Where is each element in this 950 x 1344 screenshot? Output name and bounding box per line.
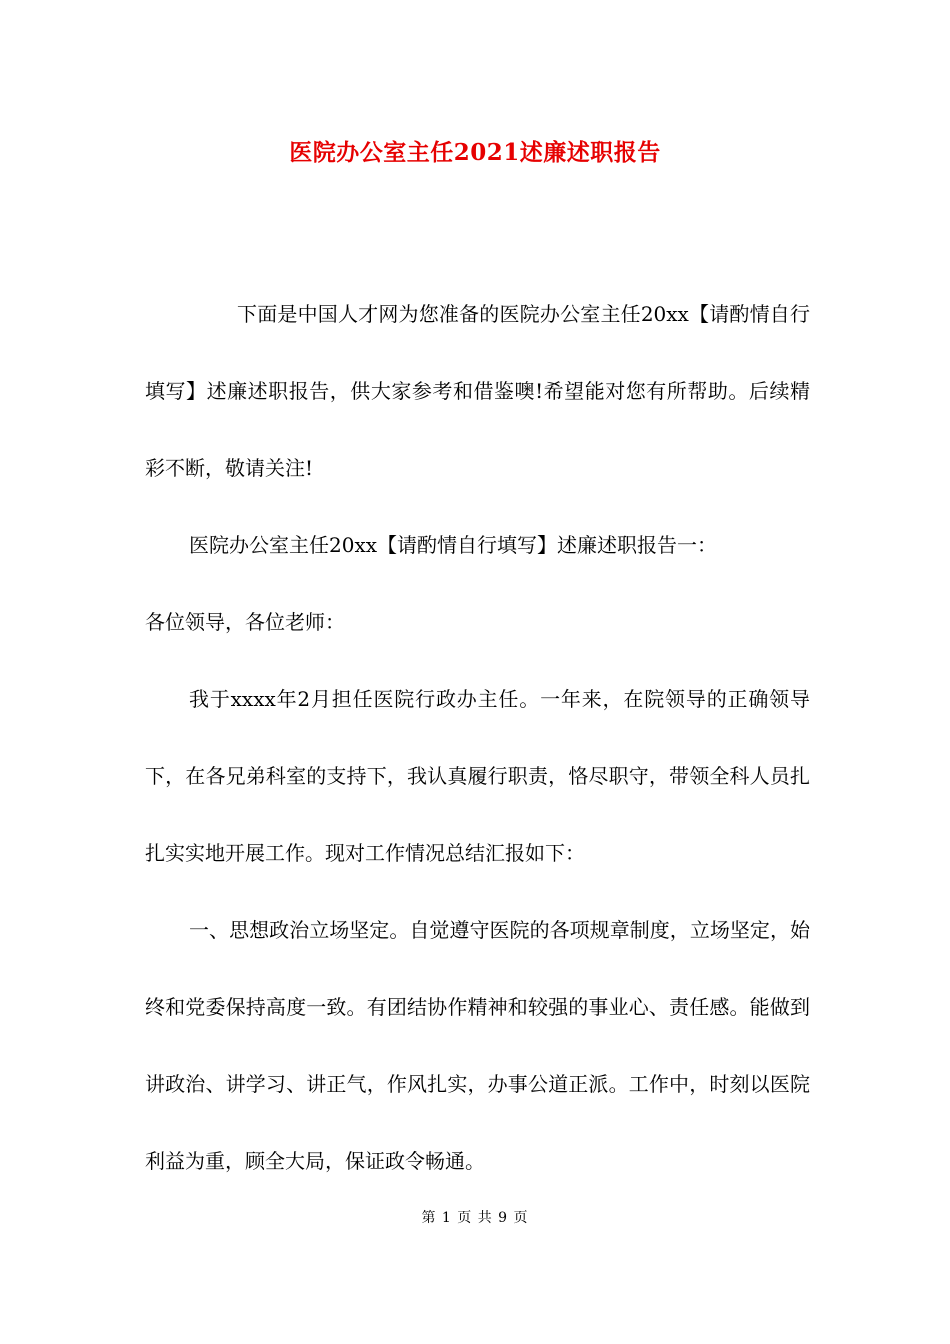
- body-paragraph: 我于xxxx年2月担任医院行政办主任。一年来，在院领导的正确领导下，在各兄弟科室的支持下，我认真履行职责，恪尽职守，带领全科人员扎扎实实地开展工作。现对工作情况总结汇报如下：: [145, 687, 810, 865]
- intro-paragraph: 下面是中国人才网为您准备的医院办公室主任20xx【请酌情自行填写】述廉述职报告，供大家参考和借鉴噢!希望能对您有所帮助。后续精彩不断，敬请关注!: [145, 302, 810, 480]
- page-indicator: 第 1 页 共 9 页: [421, 1210, 529, 1226]
- body-paragraph: 一、思想政治立场坚定。自觉遵守医院的各项规章制度，立场坚定，始终和党委保持高度一致。有团结协作精神和较强的事业心、责任感。能做到讲政治、讲学习、讲正气，作风扎实，办事公道正派。工作中，时刻以医院利益为重，顾全大局，保证政令畅通。: [145, 918, 810, 1173]
- document-body: [145, 276, 810, 1200]
- salutation: 各位领导，各位老师：: [145, 610, 345, 634]
- section-heading: 医院办公室主任20xx【请酌情自行填写】述廉述职报告一：: [189, 533, 718, 557]
- document-title: 医院办公室主任2021述廉述职报告: [289, 139, 661, 166]
